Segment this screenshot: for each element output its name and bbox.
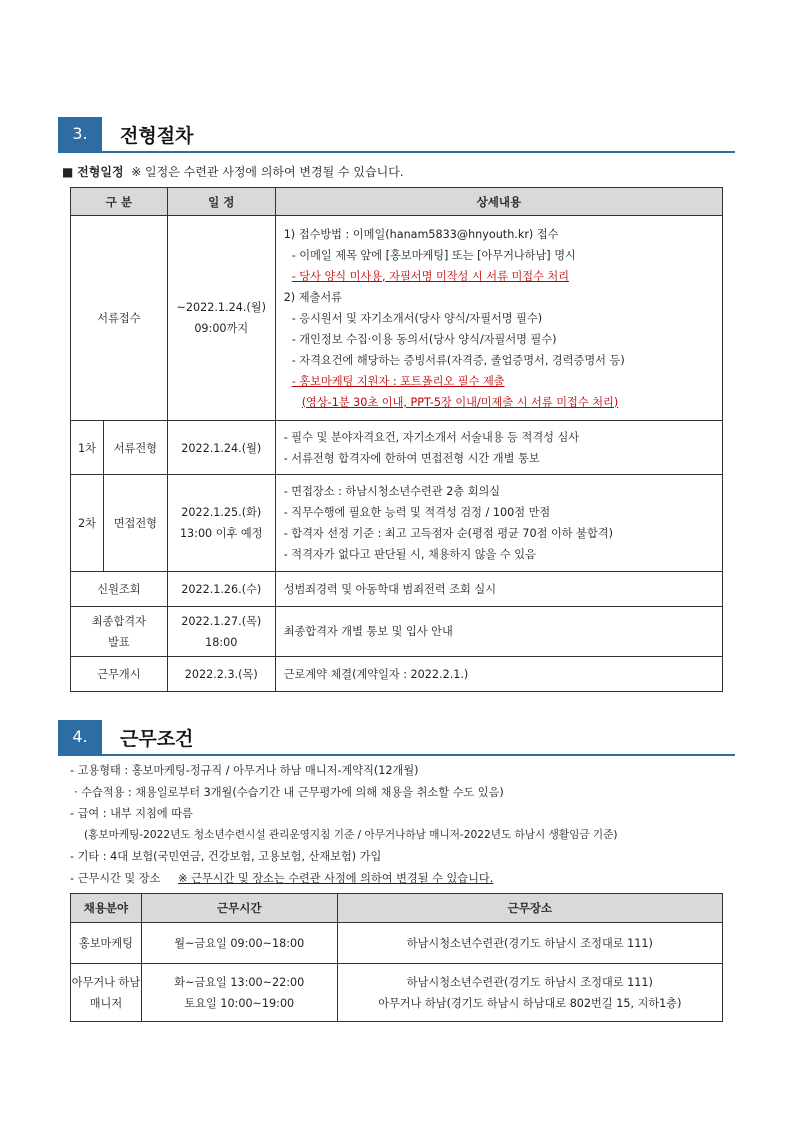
table-row-start xyxy=(71,657,723,692)
row-label: 서류접수 xyxy=(71,216,168,421)
table-row-background-check xyxy=(71,572,723,607)
table-header-row xyxy=(71,894,723,923)
time-line: 화~금요일 13:00~22:00 xyxy=(174,975,305,989)
row-detail xyxy=(275,475,722,572)
section-number: 3. xyxy=(58,117,102,151)
condition-line xyxy=(70,868,618,890)
detail-line: - 면접장소 : 하남시청소년수련관 2층 회의실 xyxy=(283,485,501,498)
detail-line-warning: - 당사 양식 미사용, 자필서명 미작성 시 서류 미접수 처리 xyxy=(291,269,570,283)
row-detail xyxy=(275,421,722,475)
table-row-round2 xyxy=(71,475,723,572)
row-detail xyxy=(275,216,722,421)
row-stage: 2차 xyxy=(71,475,104,572)
table-header-row xyxy=(71,188,723,216)
condition-note: ※ 근무시간 및 장소는 수련관 사정에 의하여 변경될 수 있습니다. xyxy=(178,871,494,885)
table-row xyxy=(71,964,723,1022)
row-date xyxy=(167,607,275,657)
date-line: 2022.1.27.(목) xyxy=(181,614,262,628)
date-line: 13:00 이후 예정 xyxy=(179,527,263,540)
time-line: 토요일 10:00~19:00 xyxy=(184,996,295,1010)
section-title: 근무조건 xyxy=(120,728,194,750)
section-4-header xyxy=(58,720,735,756)
row-detail: 근로계약 체결(계약일자 : 2022.2.1.) xyxy=(275,657,722,692)
work-table xyxy=(70,893,723,1022)
row-field: 홍보마케팅 xyxy=(71,923,142,964)
date-line: ~2022.1.24.(월) xyxy=(176,301,266,314)
row-label xyxy=(71,607,168,657)
detail-line: 1) 접수방법 : 이메일(hanam5833@hnyouth.kr) 접수 xyxy=(283,227,559,241)
table-row xyxy=(71,923,723,964)
detail-line: - 합격자 선정 기준 : 최고 고득점자 순(평점 평균 70점 이하 불합격) xyxy=(283,527,613,540)
col-header-time: 근무시간 xyxy=(141,894,337,923)
row-detail: 최종합격자 개별 통보 및 입사 안내 xyxy=(275,607,722,657)
detail-line: 2) 제출서류 xyxy=(283,290,342,304)
table-row-round1 xyxy=(71,421,723,475)
condition-line: · 수습적용 : 채용일로부터 3개월(수습기간 내 근무평가에 의해 채용을 취소할 수도 있음) xyxy=(74,785,504,799)
col-header-place: 근무장소 xyxy=(337,894,722,923)
work-conditions-list xyxy=(70,760,618,889)
condition-line: - 급여 : 내부 지침에 따름 xyxy=(70,807,193,820)
row-detail: 성범죄경력 및 아동학대 범죄전력 조회 실시 xyxy=(275,572,722,607)
field-line: 아무거나 하남 xyxy=(71,975,141,989)
detail-line: - 적격자가 없다고 판단될 시, 채용하지 않을 수 있음 xyxy=(283,548,536,561)
subtitle-label: 전형일정 xyxy=(77,165,124,179)
row-stage: 1차 xyxy=(71,421,104,475)
label-line: 최종합격자 xyxy=(91,614,146,628)
detail-line: - 이메일 제목 앞에 [홍보마케팅] 또는 [아무거나하남] 명시 xyxy=(291,248,576,262)
date-line: 18:00 xyxy=(205,635,238,649)
field-line: 매니저 xyxy=(89,996,123,1010)
detail-line: - 응시원서 및 자기소개서(당사 양식/자필서명 필수) xyxy=(291,311,543,325)
place-line: 하남시청소년수련관(경기도 하남시 조정대로 111) xyxy=(406,975,653,989)
table-row-final xyxy=(71,607,723,657)
condition-line: - 고용형태 : 홍보마케팅-정규직 / 아무거나 하남 매니저-계약직(12개월) xyxy=(70,764,419,777)
row-date: 2022.1.26.(수) xyxy=(167,572,275,607)
row-place: 하남시청소년수련관(경기도 하남시 조정대로 111) xyxy=(337,923,722,964)
row-date xyxy=(167,216,275,421)
row-time: 월~금요일 09:00~18:00 xyxy=(141,923,337,964)
place-line: 아무거나 하남(경기도 하남시 하남대로 802번길 15, 지하1층) xyxy=(378,996,682,1010)
table-row-document xyxy=(71,216,723,421)
subtitle-note: ※ 일정은 수련관 사정에 의하여 변경될 수 있습니다. xyxy=(131,165,404,179)
col-header-schedule: 일 정 xyxy=(167,188,275,216)
detail-line-warning: - 홍보마케팅 지원자 : 포트폴리오 필수 제출 xyxy=(291,374,505,388)
condition-line: (홍보마케팅-2022년도 청소년수련시설 관리운영지침 기준 / 아무거나하남 매니저-2022년도 하남시 생활임금 기준) xyxy=(84,828,618,841)
schedule-subtitle xyxy=(62,163,404,180)
row-label: 면접전형 xyxy=(103,475,167,572)
row-time xyxy=(141,964,337,1022)
bullet-square: ■ xyxy=(62,165,74,179)
condition-line: - 기타 : 4대 보험(국민연금, 건강보험, 고용보험, 산재보험) 가입 xyxy=(70,850,382,863)
section-number: 4. xyxy=(58,720,102,754)
date-line: 09:00까지 xyxy=(194,322,249,335)
row-date: 2022.1.24.(월) xyxy=(167,421,275,475)
date-line: 2022.1.25.(화) xyxy=(181,506,262,519)
detail-line-warning: (영상-1분 30초 이내, PPT-5장 이내/미제출 시 서류 미접수 처리) xyxy=(301,395,619,409)
detail-line: - 서류전형 합격자에 한하여 면접전형 시간 개별 통보 xyxy=(283,451,540,465)
row-date: 2022.2.3.(목) xyxy=(167,657,275,692)
row-place xyxy=(337,964,722,1022)
col-header-field: 채용분야 xyxy=(71,894,142,923)
detail-line: - 개인정보 수집·이용 동의서(당사 양식/자필서명 필수) xyxy=(291,332,557,346)
detail-line: - 직무수행에 필요한 능력 및 적격성 검정 / 100점 만점 xyxy=(283,506,551,519)
row-field xyxy=(71,964,142,1022)
detail-line: - 자격요건에 해당하는 증빙서류(자격증, 졸업증명서, 경력증명서 등) xyxy=(291,353,625,367)
col-header-category: 구 분 xyxy=(71,188,168,216)
schedule-table xyxy=(70,187,723,692)
col-header-detail: 상세내용 xyxy=(275,188,722,216)
section-title: 전형절차 xyxy=(120,125,194,147)
row-label: 신원조회 xyxy=(71,572,168,607)
label-line: 발표 xyxy=(108,635,130,649)
section-3-header xyxy=(58,117,735,153)
condition-label: - 근무시간 및 장소 xyxy=(70,871,161,885)
row-label: 서류전형 xyxy=(103,421,167,475)
row-label: 근무개시 xyxy=(71,657,168,692)
row-date xyxy=(167,475,275,572)
detail-line: - 필수 및 분야자격요건, 자기소개서 서술내용 등 적격성 심사 xyxy=(283,430,580,444)
